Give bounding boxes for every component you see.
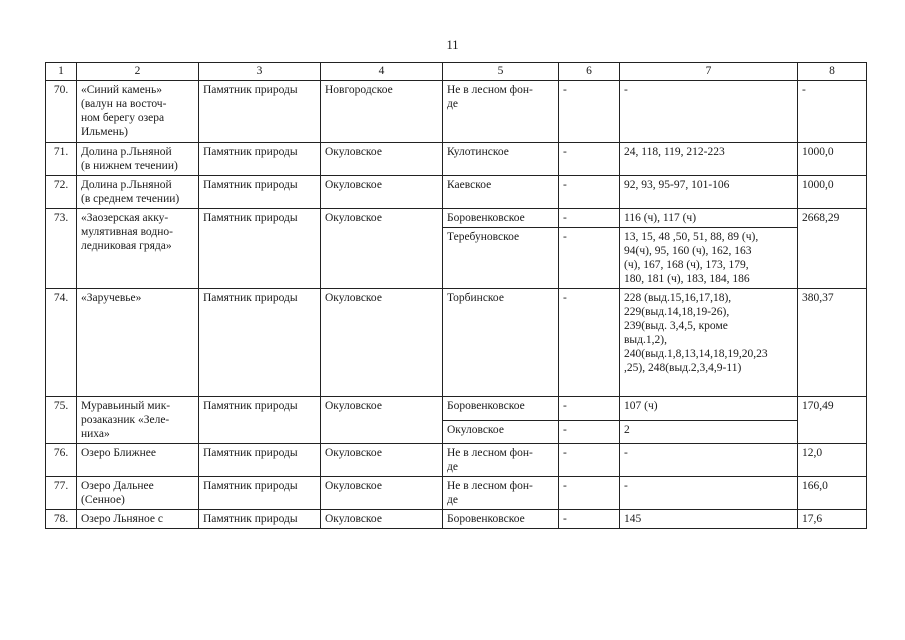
quarters-text: -: [624, 480, 628, 492]
area: [798, 510, 867, 529]
column-6: [559, 228, 620, 289]
table-row: [46, 176, 867, 209]
object-name-text: Озеро Дальнее (Сенное): [81, 480, 154, 506]
row-number: [46, 209, 77, 289]
area-text: 17,6: [802, 513, 823, 525]
forestry: [443, 143, 559, 176]
row-number: [46, 397, 77, 444]
area-text: 170,49: [802, 400, 834, 412]
object-category-text: Памятник природы: [203, 146, 298, 158]
district: [321, 81, 443, 143]
district: [321, 510, 443, 529]
column-6: [559, 444, 620, 477]
column-6-text: -: [563, 480, 567, 492]
area: [798, 81, 867, 143]
object-name-text: Долина р.Льняной (в нижнем течении): [81, 146, 178, 172]
protected-areas-table: [45, 62, 867, 529]
quarters-text: 2: [624, 423, 630, 436]
forestry-text: Торбинское: [447, 292, 504, 304]
area-text: -: [802, 84, 806, 96]
forestry: [443, 444, 559, 477]
table-row: [46, 209, 867, 228]
table-row: [46, 477, 867, 510]
object-name: [77, 143, 199, 176]
header-cell: 4: [321, 63, 443, 81]
district-text: Окуловское: [325, 146, 382, 158]
row-number: [46, 510, 77, 529]
object-category: [199, 176, 321, 209]
row-number-text: 76.: [53, 447, 69, 459]
column-6-text: -: [563, 231, 567, 243]
area: [798, 397, 867, 444]
forestry: [443, 510, 559, 529]
row-number-text: 77.: [53, 480, 69, 492]
row-number-text: 78.: [53, 513, 69, 525]
quarters-text: -: [624, 84, 628, 96]
object-name-text: «Синий камень» (валун на восточ- ном берегу озера Ильмень): [81, 84, 167, 138]
header-cell: 3: [199, 63, 321, 81]
object-category-text: Памятник природы: [203, 513, 298, 525]
object-category-text: Памятник природы: [203, 84, 298, 96]
column-6: [559, 477, 620, 510]
forestry: [443, 477, 559, 510]
quarters-text: 145: [624, 513, 642, 525]
header-cell: 1: [46, 63, 77, 81]
object-name-text: «Заручевье»: [81, 292, 142, 304]
row-number-text: 75.: [53, 400, 69, 412]
column-6: [559, 397, 620, 421]
district-text: Окуловское: [325, 400, 382, 412]
column-6-text: -: [563, 400, 567, 412]
header-cell: 2: [77, 63, 199, 81]
forestry-text: Не в лесном фон- де: [447, 84, 533, 110]
table-body: [46, 81, 867, 529]
object-category: [199, 209, 321, 289]
header-row: [46, 63, 867, 81]
area: [798, 176, 867, 209]
quarters: [620, 228, 798, 289]
area: [798, 444, 867, 477]
table-row: [46, 81, 867, 143]
column-6: [559, 143, 620, 176]
row-number: [46, 289, 77, 397]
quarters: [620, 477, 798, 510]
forestry: [443, 209, 559, 228]
row-number: [46, 444, 77, 477]
object-category: [199, 397, 321, 444]
table-row: [46, 143, 867, 176]
forestry-text: Кулотинское: [447, 146, 509, 158]
column-6: [559, 289, 620, 397]
quarters: [620, 510, 798, 529]
header-cell: 5: [443, 63, 559, 81]
district-text: Окуловское: [325, 179, 382, 191]
column-6: [559, 81, 620, 143]
row-number-text: 71.: [53, 146, 69, 158]
object-name-text: Долина р.Льняной (в среднем течении): [81, 179, 180, 205]
table-row: [46, 444, 867, 477]
row-number: [46, 143, 77, 176]
object-category-text: Памятник природы: [203, 400, 298, 412]
table-row: [46, 289, 867, 397]
district: [321, 289, 443, 397]
column-6-text: -: [563, 146, 567, 158]
quarters-text: 92, 93, 95-97, 101-106: [624, 179, 730, 191]
forestry: [443, 289, 559, 397]
object-category-text: Памятник природы: [203, 480, 298, 492]
column-6-text: -: [563, 447, 567, 459]
quarters-text: 107 (ч): [624, 400, 658, 412]
object-name: [77, 444, 199, 477]
column-6-text: -: [563, 423, 567, 436]
quarters-text: 13, 15, 48 ,50, 51, 88, 89 (ч), 94(ч), 95, 160 (ч), 162, 163 (ч), 167, 168 (ч), 173, 179, 180, 181 (ч), 183, 184, 186: [624, 231, 759, 285]
area-text: 380,37: [802, 292, 834, 304]
area-text: 166,0: [802, 480, 828, 492]
quarters: [620, 420, 798, 444]
object-name: [77, 510, 199, 529]
object-name: [77, 81, 199, 143]
row-number: [46, 81, 77, 143]
object-name-text: Озеро Льняное с: [81, 513, 163, 525]
quarters: [620, 143, 798, 176]
object-name-text: Озеро Ближнее: [81, 447, 156, 459]
table-row: [46, 510, 867, 529]
forestry-text: Не в лесном фон- де: [447, 480, 533, 506]
object-name: [77, 397, 199, 444]
district-text: Окуловское: [325, 292, 382, 304]
forestry: [443, 420, 559, 444]
header-cell: 7: [620, 63, 798, 81]
page-number: 11: [446, 38, 459, 52]
area-text: 12,0: [802, 447, 823, 459]
row-number-text: 70.: [53, 84, 69, 96]
row-number: [46, 477, 77, 510]
row-number-text: 74.: [53, 292, 69, 304]
district-text: Окуловское: [325, 212, 382, 224]
object-category-text: Памятник природы: [203, 179, 298, 191]
district-text: Окуловское: [325, 513, 382, 525]
column-6: [559, 510, 620, 529]
area: [798, 143, 867, 176]
quarters: [620, 81, 798, 143]
object-name-text: «Заозерская акку- мулятивная водно- ледниковая гряда»: [81, 212, 173, 252]
forestry-text: Боровенковское: [447, 400, 525, 412]
district: [321, 477, 443, 510]
forestry: [443, 397, 559, 421]
table-row: [46, 397, 867, 421]
forestry: [443, 228, 559, 289]
object-category: [199, 81, 321, 143]
area-text: 1000,0: [802, 146, 834, 158]
district-text: Новгородское: [325, 84, 393, 96]
quarters: [620, 397, 798, 421]
district: [321, 143, 443, 176]
district: [321, 176, 443, 209]
column-6: [559, 176, 620, 209]
district-text: Окуловское: [325, 447, 382, 459]
column-6: [559, 420, 620, 444]
area: [798, 289, 867, 397]
quarters-text: 116 (ч), 117 (ч): [624, 212, 697, 224]
object-name: [77, 209, 199, 289]
forestry: [443, 81, 559, 143]
forestry-text: Окуловское: [447, 423, 504, 436]
forestry-text: Не в лесном фон- де: [447, 447, 533, 473]
object-name: [77, 477, 199, 510]
quarters: [620, 176, 798, 209]
forestry-text: Боровенковское: [447, 513, 525, 525]
quarters-text: 24, 118, 119, 212-223: [624, 146, 725, 158]
column-6-text: -: [563, 292, 567, 304]
district: [321, 209, 443, 289]
quarters-text: 228 (выд.15,16,17,18), 229(выд.14,18,19-26), 239(выд. 3,4,5, кроме выд.1,2), 240(выд.1,8,13,14,18,19,20,23 ,25), 248(выд.2,3,4,9-11): [624, 292, 768, 374]
object-category: [199, 510, 321, 529]
row-number-text: 72.: [53, 179, 69, 191]
forestry-text: Каевское: [447, 179, 492, 191]
object-category: [199, 444, 321, 477]
object-category: [199, 289, 321, 397]
quarters-text: -: [624, 447, 628, 459]
row-number: [46, 176, 77, 209]
district-text: Окуловское: [325, 480, 382, 492]
area: [798, 209, 867, 289]
area-text: 2668,29: [802, 212, 840, 224]
column-6: [559, 209, 620, 228]
header-cell: 8: [798, 63, 867, 81]
object-category: [199, 477, 321, 510]
object-name-text: Муравьиный мик- розаказник «Зеле- ниха»: [81, 400, 171, 440]
quarters: [620, 444, 798, 477]
district: [321, 397, 443, 444]
area-text: 1000,0: [802, 179, 834, 191]
area: [798, 477, 867, 510]
object-category-text: Памятник природы: [203, 447, 298, 459]
object-category-text: Памятник природы: [203, 212, 298, 224]
column-6-text: -: [563, 212, 567, 224]
quarters: [620, 289, 798, 397]
column-6-text: -: [563, 84, 567, 96]
object-category: [199, 143, 321, 176]
object-name: [77, 289, 199, 397]
object-category-text: Памятник природы: [203, 292, 298, 304]
row-number-text: 73.: [53, 212, 69, 224]
object-name: [77, 176, 199, 209]
forestry: [443, 176, 559, 209]
column-6-text: -: [563, 179, 567, 191]
district: [321, 444, 443, 477]
quarters: [620, 209, 798, 228]
forestry-text: Боровенковское: [447, 212, 525, 224]
column-6-text: -: [563, 513, 567, 525]
header-cell: 6: [559, 63, 620, 81]
forestry-text: Теребуновское: [447, 231, 520, 243]
